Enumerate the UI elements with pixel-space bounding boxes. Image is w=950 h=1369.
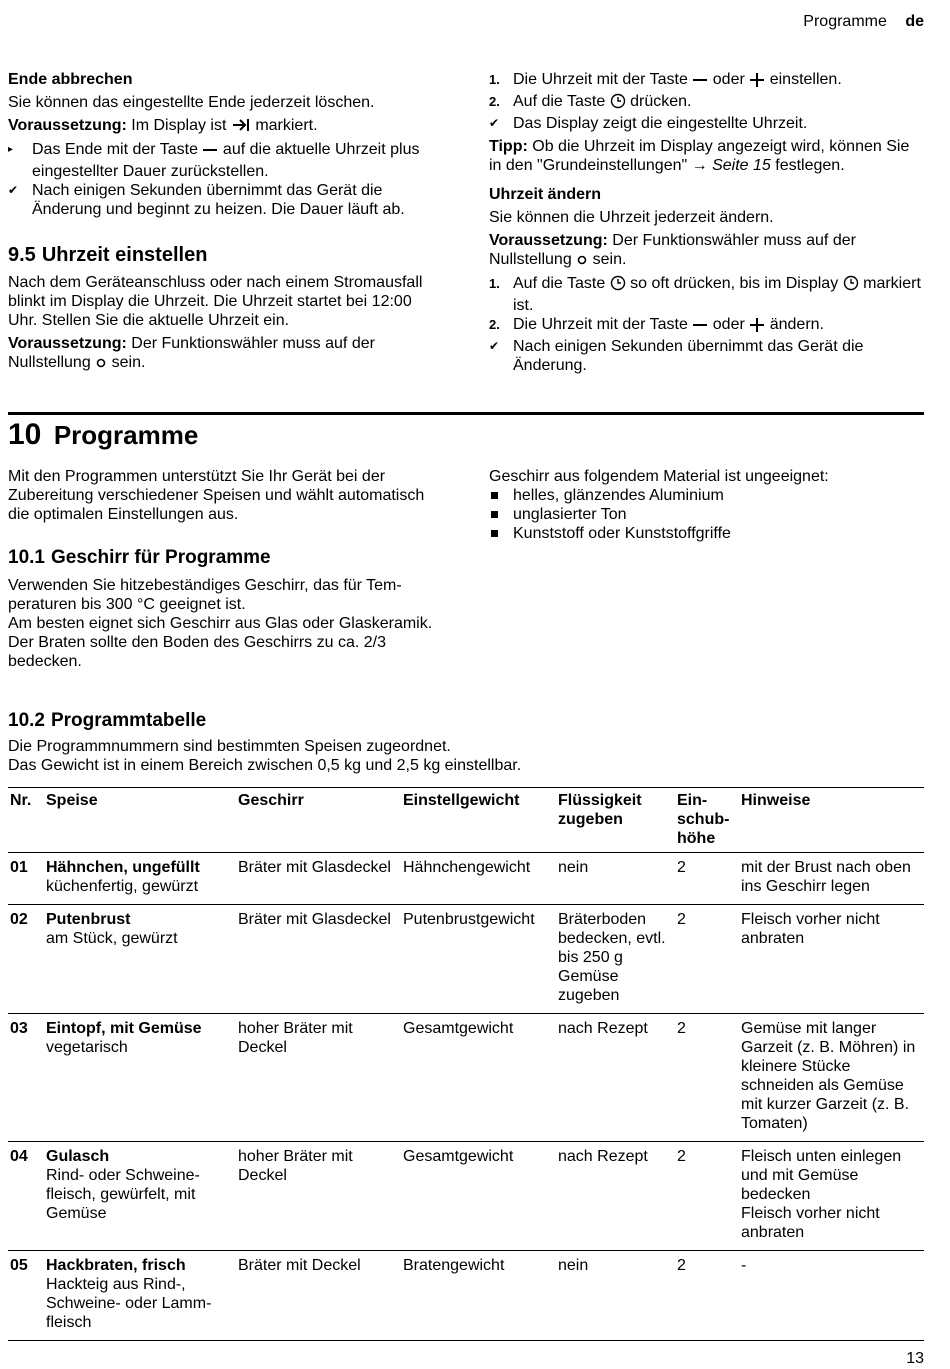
arrow-icon: → bbox=[691, 157, 708, 174]
cell-speise bbox=[46, 1142, 238, 1251]
header-lang: de bbox=[905, 13, 924, 30]
minus-icon bbox=[692, 73, 708, 92]
cell-nr: 05 bbox=[8, 1251, 46, 1341]
zero-position-icon bbox=[95, 356, 107, 375]
column-header: Nr. bbox=[8, 788, 46, 853]
list-item-text: unglasierter Ton bbox=[513, 506, 627, 523]
material-list bbox=[489, 486, 924, 543]
aendern-paragraph: Sie können die Uhrzeit jederzeit ändern. bbox=[489, 209, 774, 226]
cell-geschirr: Bräter mit Glasdeckel bbox=[238, 853, 403, 905]
column-header: Speise bbox=[46, 788, 238, 853]
header-section: Programme bbox=[803, 13, 887, 30]
section-title: Geschirr für Programme bbox=[50, 547, 271, 568]
table-row bbox=[8, 905, 924, 1014]
cell-geschirr: hoher Bräter mit Deckel bbox=[238, 1142, 403, 1251]
list-item bbox=[8, 181, 438, 219]
left-top-column bbox=[8, 70, 438, 375]
section-number: 10.2 bbox=[8, 710, 45, 731]
chapter-heading bbox=[8, 419, 198, 456]
req-text-end: sein. bbox=[111, 354, 146, 371]
section-title: Uhrzeit einstellen bbox=[41, 244, 208, 266]
zero-position-icon bbox=[576, 253, 588, 272]
dish-name: Hähnchen, ungefüllt bbox=[46, 859, 200, 876]
step-number: 1. bbox=[489, 72, 500, 87]
list-item bbox=[489, 486, 924, 505]
dish-detail: Hackteig aus Rind-, Schweine- oder Lammfleisch bbox=[46, 1276, 212, 1331]
ende-steps bbox=[8, 140, 438, 219]
chapter-right-column bbox=[489, 467, 924, 543]
chapter-title: Programme bbox=[53, 420, 199, 450]
dish-detail: küchenfertig, gewürzt bbox=[46, 878, 199, 895]
material-intro: Geschirr aus folgendem Material ist ungeeignet: bbox=[489, 468, 829, 485]
step-text: oder bbox=[712, 71, 745, 88]
cell-fluessigkeit: Bräterboden bedecken, evtl. bis 250 g Gemüse zugeben bbox=[558, 905, 677, 1014]
cell-fluessigkeit: nach Rezept bbox=[558, 1142, 677, 1251]
check-icon: ✔ bbox=[8, 183, 19, 197]
result-text: Nach einigen Sekunden übernimmt das Gerät die Änderung und beginnt zu heizen. Die Dauer läuft ab. bbox=[32, 182, 405, 218]
clock-icon bbox=[610, 93, 626, 114]
list-item-text: Kunststoff oder Kunststoffgriffe bbox=[513, 525, 731, 542]
cell-hoehe: 2 bbox=[677, 1251, 741, 1341]
cell-gewicht: Gesamtgewicht bbox=[403, 1142, 558, 1251]
list-item bbox=[489, 315, 924, 337]
ende-req-text: Im Display ist bbox=[131, 117, 227, 134]
list-item bbox=[489, 505, 924, 524]
cell-hoehe: 2 bbox=[677, 905, 741, 1014]
step-number: 2. bbox=[489, 317, 500, 332]
table-header-row bbox=[8, 788, 924, 853]
tipp bbox=[489, 137, 924, 175]
section-9-5-heading bbox=[8, 243, 438, 267]
uhrzeit-steps bbox=[489, 70, 924, 133]
cell-nr: 03 bbox=[8, 1014, 46, 1142]
cell-hinweise: Fleisch unten einlegen und mit Gemüse bedecken Fleisch vorher nicht anbraten bbox=[741, 1142, 924, 1251]
s95-requirement bbox=[8, 334, 438, 375]
cell-nr: 01 bbox=[8, 853, 46, 905]
section-10-2 bbox=[8, 709, 924, 775]
cell-geschirr: Bräter mit Deckel bbox=[238, 1251, 403, 1341]
list-item bbox=[489, 337, 924, 375]
s95-paragraph: Nach dem Geräteanschluss oder nach einem Stromausfall blinkt im Display die Uhrzeit. Die Uhrzeit startet bei 12:00 Uhr. Stellen Sie die aktuelle Uhrzeit ein. bbox=[8, 274, 423, 329]
cell-hinweise: - bbox=[741, 1251, 924, 1341]
cell-gewicht: Putenbrustgewicht bbox=[403, 905, 558, 1014]
s101-paragraph: Verwenden Sie hitzebeständiges Geschirr, das für Temperaturen bis 300 °C geeignet ist. bbox=[8, 577, 402, 613]
cell-hoehe: 2 bbox=[677, 1142, 741, 1251]
step-text: Auf die Taste bbox=[513, 275, 606, 292]
section-number: 9.5 bbox=[8, 244, 36, 266]
plus-icon bbox=[749, 318, 765, 337]
step-text: einstellen. bbox=[769, 71, 842, 88]
triangle-bullet-icon: ▸ bbox=[8, 144, 14, 155]
cell-geschirr: Bräter mit Glasdeckel bbox=[238, 905, 403, 1014]
column-header: Einschubhöhe bbox=[677, 788, 741, 853]
program-table bbox=[8, 787, 924, 1341]
cell-hinweise: Gemüse mit langer Garzeit (z. B. Möhren) in kleinere Stücke schneiden als Gemüse mit kurzer Garzeit (z. B. Tomaten) bbox=[741, 1014, 924, 1142]
chapter-intro: Mit den Programmen unterstützt Sie Ihr Gerät bei der Zubereitung verschiedener Speisen und wählt automatisch die optimalen Einstellungen aus. bbox=[8, 468, 425, 523]
result-text: Das Display zeigt die eingestellte Uhrzeit. bbox=[513, 115, 808, 132]
cell-speise bbox=[46, 905, 238, 1014]
column-header: Hinweise bbox=[741, 788, 924, 853]
cell-speise bbox=[46, 853, 238, 905]
tipp-label: Tipp: bbox=[489, 138, 528, 155]
table-row bbox=[8, 1142, 924, 1251]
step-number: 1. bbox=[489, 276, 500, 291]
cell-hoehe: 2 bbox=[677, 1014, 741, 1142]
chapter-left-column bbox=[8, 467, 443, 671]
plus-icon bbox=[749, 73, 765, 92]
requirement-label: Voraussetzung: bbox=[8, 117, 127, 134]
cell-gewicht: Bratengewicht bbox=[403, 1251, 558, 1341]
column-header: Flüssigkeit zugeben bbox=[558, 788, 677, 853]
cell-hinweise: Fleisch vorher nicht anbraten bbox=[741, 905, 924, 1014]
req-text-end: sein. bbox=[592, 251, 627, 268]
dish-detail: am Stück, gewürzt bbox=[46, 930, 178, 947]
chapter-rule bbox=[8, 412, 924, 415]
step-number: 2. bbox=[489, 94, 500, 109]
dish-name: Hackbraten, frisch bbox=[46, 1257, 186, 1274]
req-text: Der Funktionswähler muss auf der Nullstellung bbox=[489, 232, 856, 268]
dish-detail: vegetarisch bbox=[46, 1039, 128, 1056]
clock-icon bbox=[610, 275, 626, 296]
ende-requirement bbox=[8, 116, 438, 138]
dish-name: Gulasch bbox=[46, 1148, 110, 1165]
cell-hinweise: mit der Brust nach oben ins Geschirr legen bbox=[741, 853, 924, 905]
page-reference-link[interactable]: Seite 15 bbox=[712, 157, 771, 174]
section-title: Programmtabelle bbox=[50, 710, 207, 731]
ende-req-text-end: markiert. bbox=[255, 117, 318, 134]
requirement-label: Voraussetzung: bbox=[8, 335, 127, 352]
section-10-2-heading bbox=[8, 709, 924, 733]
step-text: so oft drücken, bis im Display bbox=[630, 275, 839, 292]
cell-gewicht: Gesamtgewicht bbox=[403, 1014, 558, 1142]
cell-gewicht: Hähnchengewicht bbox=[403, 853, 558, 905]
list-item bbox=[489, 70, 924, 92]
dish-detail: Rind- oder Schweinefleisch, gewürfelt, mit Gemüse bbox=[46, 1167, 200, 1222]
cell-fluessigkeit: nein bbox=[558, 1251, 677, 1341]
step-text: Die Uhrzeit mit der Taste bbox=[513, 316, 688, 333]
column-header: Geschirr bbox=[238, 788, 403, 853]
result-text: Nach einigen Sekunden übernimmt das Gerät die Änderung. bbox=[513, 338, 864, 374]
tipp-text-end: festlegen. bbox=[775, 157, 845, 174]
cell-speise bbox=[46, 1014, 238, 1142]
column-header: Einstellgewicht bbox=[403, 788, 558, 853]
list-item bbox=[8, 140, 438, 181]
page-header bbox=[803, 12, 924, 31]
ende-paragraph: Sie können das eingestellte Ende jederzeit löschen. bbox=[8, 94, 375, 111]
cell-geschirr: hoher Bräter mit Deckel bbox=[238, 1014, 403, 1142]
s102-paragraph: Die Programmnummern sind bestimmten Speisen zugeordnet. bbox=[8, 738, 451, 755]
clock-icon bbox=[843, 275, 859, 296]
step-text: drücken. bbox=[630, 93, 692, 110]
aendern-requirement bbox=[489, 231, 924, 272]
minus-icon bbox=[692, 318, 708, 337]
cell-fluessigkeit: nach Rezept bbox=[558, 1014, 677, 1142]
check-icon: ✔ bbox=[489, 116, 500, 130]
step-text: Die Uhrzeit mit der Taste bbox=[513, 71, 688, 88]
cell-fluessigkeit: nein bbox=[558, 853, 677, 905]
cell-speise bbox=[46, 1251, 238, 1341]
minus-icon bbox=[202, 143, 218, 162]
step-text: markiert ist. bbox=[513, 275, 921, 314]
section-number: 10.1 bbox=[8, 547, 45, 568]
list-item bbox=[489, 114, 924, 133]
section-10-1-heading bbox=[8, 546, 443, 570]
ende-title: Ende abbrechen bbox=[8, 71, 133, 88]
page-number: 13 bbox=[906, 1350, 924, 1367]
table-row bbox=[8, 1014, 924, 1142]
list-item bbox=[489, 274, 924, 315]
tipp-text: Ob die Uhrzeit im Display angezeigt wird, können Sie in den "Grundeinstellungen" bbox=[489, 138, 910, 174]
check-icon: ✔ bbox=[489, 339, 500, 353]
end-arrow-icon bbox=[231, 117, 251, 138]
dish-name: Eintopf, mit Gemüse bbox=[46, 1020, 202, 1037]
s102-paragraph: Das Gewicht ist in einem Bereich zwischen 0,5 kg und 2,5 kg einstellbar. bbox=[8, 757, 522, 774]
req-text: Der Funktionswähler muss auf der Nullstellung bbox=[8, 335, 375, 371]
cell-nr: 04 bbox=[8, 1142, 46, 1251]
chapter-number: 10 bbox=[8, 418, 42, 451]
step-text: Das Ende mit der Taste bbox=[32, 141, 199, 158]
right-top-column bbox=[489, 70, 924, 375]
list-item bbox=[489, 524, 924, 543]
step-text: oder bbox=[712, 316, 745, 333]
list-item bbox=[489, 92, 924, 114]
step-text: Auf die Taste bbox=[513, 93, 606, 110]
cell-hoehe: 2 bbox=[677, 853, 741, 905]
s101-paragraph: Am besten eignet sich Geschirr aus Glas oder Glaskeramik. Der Braten sollte den Boden des Geschirrs zu ca. 2/3 bedecken. bbox=[8, 615, 433, 670]
requirement-label: Voraussetzung: bbox=[489, 232, 608, 249]
aendern-title: Uhrzeit ändern bbox=[489, 186, 602, 203]
table-row bbox=[8, 1251, 924, 1341]
dish-name: Putenbrust bbox=[46, 911, 131, 928]
list-item-text: helles, glänzendes Aluminium bbox=[513, 487, 724, 504]
cell-nr: 02 bbox=[8, 905, 46, 1014]
step-text-end: auf die aktuelle Uhrzeit plus eingestellter Dauer zurückstellen. bbox=[32, 141, 420, 180]
aendern-steps bbox=[489, 274, 924, 375]
step-text: ändern. bbox=[769, 316, 824, 333]
table-row bbox=[8, 853, 924, 905]
